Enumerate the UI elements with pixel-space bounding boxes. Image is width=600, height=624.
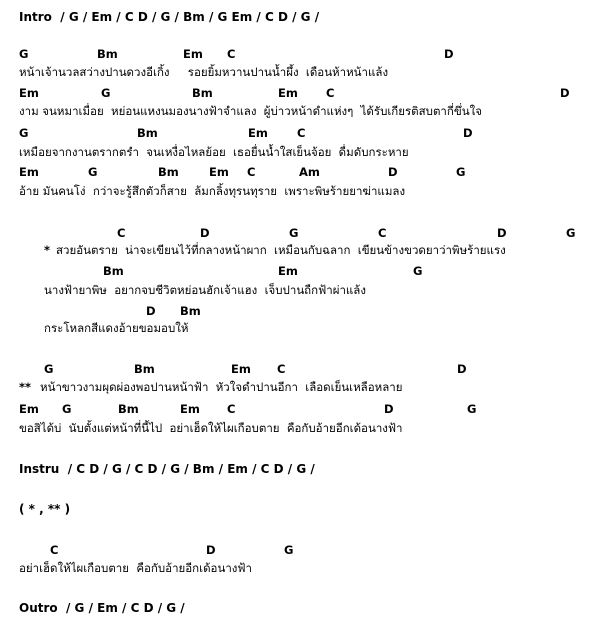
chord: G bbox=[19, 126, 29, 140]
chord: D bbox=[560, 86, 570, 100]
chord: C bbox=[247, 165, 256, 179]
chord: G bbox=[44, 362, 54, 376]
chord: D bbox=[146, 304, 156, 318]
lyric-line: งาม จนหมาเมื่อย หย่อนแหงนมองนางฟ้าจำแลง ผู้บ่าวหน้าดำแห่งๆ ได้รับเกียรติสบตากี่ขึ่นใจ bbox=[19, 104, 482, 118]
intro-line: Intro / G / Em / C D / G / Bm / G Em / C D / G / bbox=[19, 10, 320, 24]
chord: D bbox=[463, 126, 473, 140]
chord: G bbox=[101, 86, 111, 100]
chord: Em bbox=[19, 165, 39, 179]
lyric-line: นางฟ้ายาพิษ อยากจบชีวิตหย่อนฮักเจ้าแฮง เจ็บปานถืกฟ้าผ่าแล้ง bbox=[44, 283, 366, 297]
chord: Bm bbox=[192, 86, 213, 100]
chord: Am bbox=[299, 165, 320, 179]
chord: Em bbox=[19, 86, 39, 100]
chord: G bbox=[19, 47, 29, 61]
chord: C bbox=[297, 126, 306, 140]
chord: C bbox=[227, 47, 236, 61]
lyric-line: กระโหลกสีแดงอ้ายขอมอบให้ bbox=[44, 321, 189, 335]
chord: C bbox=[277, 362, 286, 376]
chord: G bbox=[456, 165, 466, 179]
lyric-line: อย่าเฮ็ดให้ไผเกือบตาย คือกับอ้ายอีกเด้อนางฟ้า bbox=[19, 561, 252, 575]
chord: Bm bbox=[158, 165, 179, 179]
chord: Em bbox=[209, 165, 229, 179]
chord: Bm bbox=[134, 362, 155, 376]
chord: Em bbox=[278, 264, 298, 278]
chord: G bbox=[62, 402, 72, 416]
chord: G bbox=[289, 226, 299, 240]
chord: Em bbox=[183, 47, 203, 61]
chord: G bbox=[284, 543, 294, 557]
chord: G bbox=[566, 226, 576, 240]
chord: G bbox=[467, 402, 477, 416]
chord: C bbox=[117, 226, 126, 240]
chorus-marker: ** bbox=[19, 380, 32, 394]
chord: D bbox=[384, 402, 394, 416]
chord: Em bbox=[278, 86, 298, 100]
chord: D bbox=[444, 47, 454, 61]
chord: G bbox=[413, 264, 423, 278]
chord: Bm bbox=[103, 264, 124, 278]
repeat-line: ( * , ** ) bbox=[19, 502, 71, 516]
chord: Bm bbox=[137, 126, 158, 140]
lyric-line: อ้าย มันคนโง่ กว่าจะรู้สึกตัวก็สาย ล้มกลิ้งทุรนทุราย เพราะพิษร้ายยาฆ่าแมลง bbox=[19, 184, 406, 198]
chord: G bbox=[88, 165, 98, 179]
chord: C bbox=[227, 402, 236, 416]
chord: D bbox=[388, 165, 398, 179]
outro-line: Outro / G / Em / C D / G / bbox=[19, 601, 185, 615]
chord: Em bbox=[180, 402, 200, 416]
lyric-line: ขอสิได้บ่ นับตั้งแต่หน้าที่นี้ไป อย่าเฮ็ดให้ไผเกือบตาย คือกับอ้ายอีกเด้อนางฟ้า bbox=[19, 421, 403, 435]
chord: C bbox=[378, 226, 387, 240]
chorus-marker: * bbox=[44, 243, 51, 257]
chord: Em bbox=[19, 402, 39, 416]
instrumental-line: Instru / C D / G / C D / G / Bm / Em / C D / G / bbox=[19, 462, 315, 476]
lyric-line: หน้าขาวงามผุดผ่องพอปานหน้าฟ้า หัวใจดำปานอีกา เลือดเย็นเหลือหลาย bbox=[40, 380, 403, 394]
chord: D bbox=[457, 362, 467, 376]
chord: Em bbox=[248, 126, 268, 140]
chord: Bm bbox=[118, 402, 139, 416]
chord: Em bbox=[231, 362, 251, 376]
lyric-line: เหมือยจากงานตรากตรำ จนเหงื่อไหลย้อย เธอยื่นน้ำใสเย็นจ้อย ดื่มดับกระหาย bbox=[19, 145, 409, 159]
chord: C bbox=[50, 543, 59, 557]
chord: Bm bbox=[180, 304, 201, 318]
lyric-line: สวยอันตราย น่าจะเขียนไว้ที่กลางหน้าผาก เหมือนกับฉลาก เขียนข้างขวดยาว่าพิษร้ายแรง bbox=[56, 243, 506, 257]
chord: D bbox=[200, 226, 210, 240]
chord: Bm bbox=[97, 47, 118, 61]
chord: D bbox=[497, 226, 507, 240]
chord: D bbox=[206, 543, 216, 557]
chord: C bbox=[326, 86, 335, 100]
lyric-line: หน้าเจ้านวลสว่างปานดวงอีเกิ้ง รอยยิ้มหวานปานน้ำผึ้ง เดือนห้าหน้าแล้ง bbox=[19, 65, 389, 79]
